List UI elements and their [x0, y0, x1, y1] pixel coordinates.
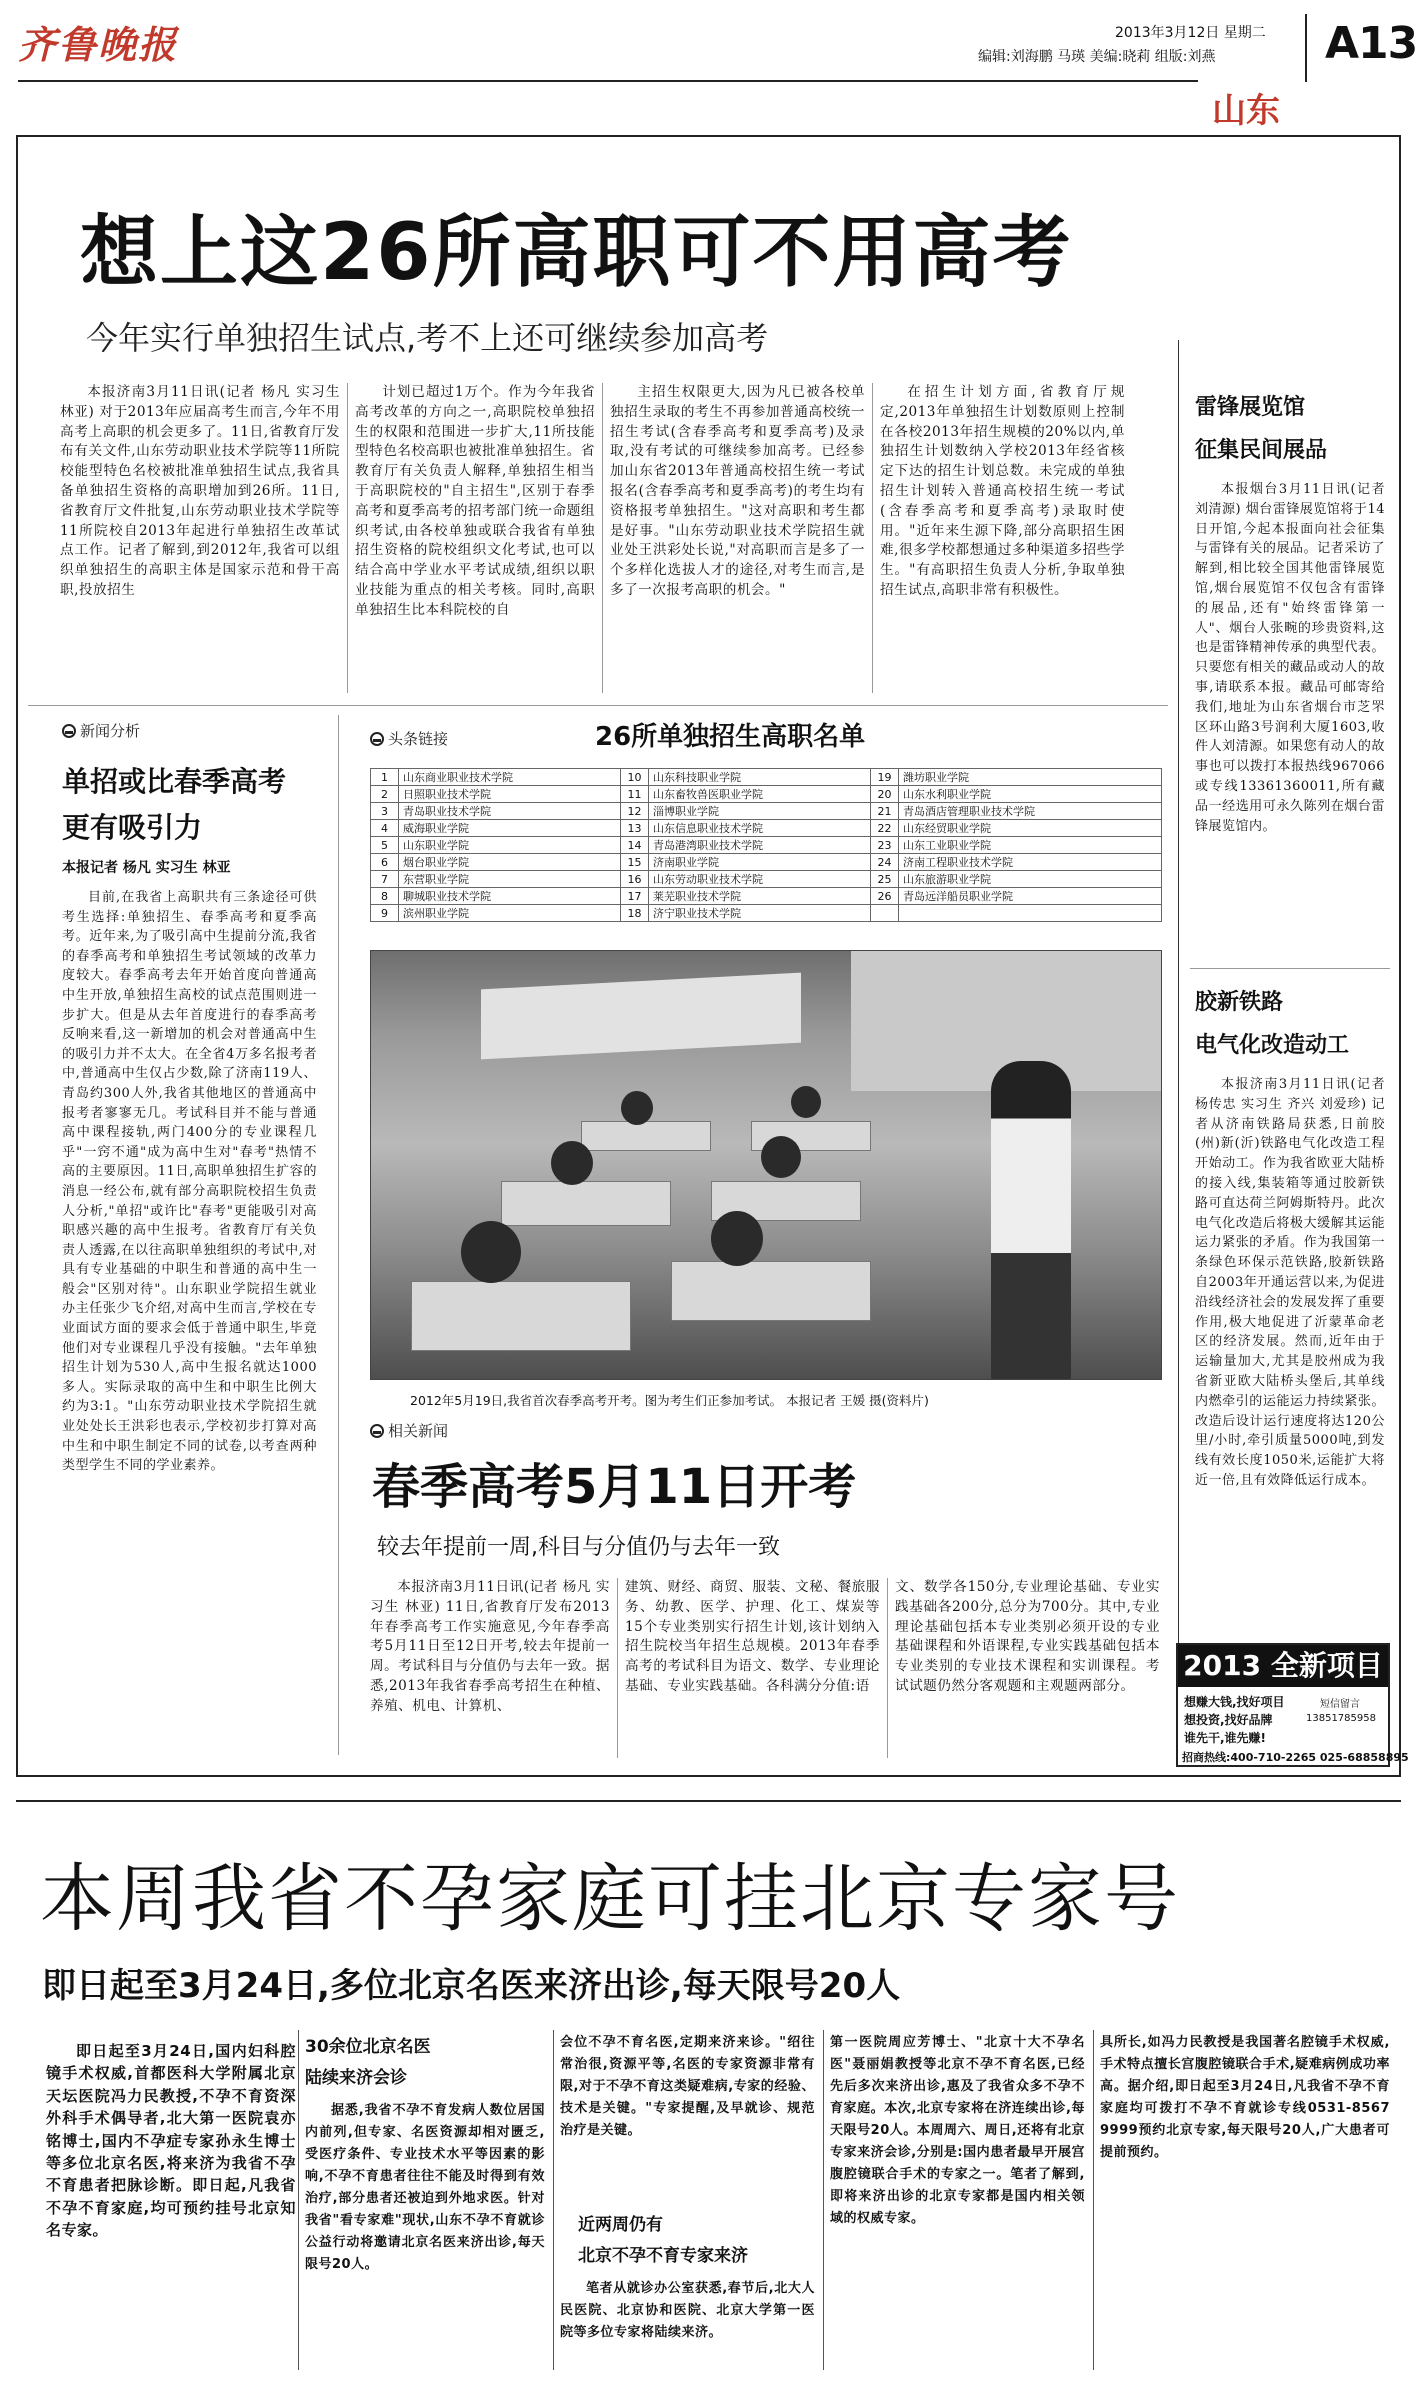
table-row	[371, 854, 1162, 871]
sidebar-rule	[1178, 340, 1179, 1760]
school-number: 22	[870, 820, 898, 837]
school-number: 11	[620, 786, 648, 803]
related-subhead: 较去年提前一周,科目与分值仍与去年一致	[377, 1535, 780, 1560]
ad-line-1: 想赚大钱,找好项目	[1184, 1695, 1285, 1709]
school-number: 10	[620, 769, 648, 786]
list-title: 26所单独招生高职名单	[595, 722, 866, 752]
ad-box	[1176, 1643, 1409, 1767]
photo-banner	[481, 973, 801, 1060]
ad-line-2: 想投资,找好品牌	[1184, 1713, 1273, 1727]
bullet-icon	[370, 1424, 384, 1438]
school-number: 26	[870, 888, 898, 905]
column-rule	[887, 1578, 888, 1758]
sidebar-story1-headline-2: 征集民间展品	[1195, 438, 1328, 463]
section-rule	[28, 705, 1168, 706]
school-name: 济南职业学院	[648, 854, 870, 871]
photo-student	[461, 1221, 521, 1283]
school-name: 滨州职业学院	[399, 905, 621, 922]
school-number: 15	[620, 854, 648, 871]
table-row	[371, 905, 1162, 922]
lead-subhead: 今年实行单独招生试点,考不上还可继续参加高考	[86, 319, 769, 357]
date-line: 2013年3月12日 星期二	[1115, 25, 1266, 41]
photo-student	[791, 1086, 821, 1118]
list-kicker: 头条链接	[370, 728, 448, 749]
photo-desk	[671, 1261, 871, 1321]
lead-column-2: 计划已超过1万个。作为今年我省高考改革的方向之一,高职院校单独招生的权限和范围进一步扩大,11所技能型特色名校高职也被批准单独招生。省教育厅有关负责人解释,单独招生相当于高职院校的"自主招生",区别于春季高考和夏季高考的招考部门统一命题组织考试,由各校单独或联合我省有单独招生资格的院校组织文化考试,也可以结合高中学业水平考试成绩,组织以职业技能为重点的相关考核。同时,高职单独招生比本科院校的自	[355, 384, 595, 618]
page-number: A13	[1325, 18, 1417, 69]
school-name: 莱芜职业技术学院	[648, 888, 870, 905]
school-number: 25	[870, 871, 898, 888]
column-rule	[347, 383, 348, 693]
column-rule	[553, 2030, 554, 2370]
bottom-column-5: 具所长,如冯力民教授是我国著名腔镜手术权威,手术特点擅长宫腹腔镜联合手术,疑难病例成功率高。据介绍,即日起至3月24日,凡我省不孕不育家庭均可拨打不孕不育就诊专线0531-8567 9999预约北京专家,每天限号20人,广大患者可提前预约。	[1100, 2035, 1390, 2160]
bullet-icon	[62, 724, 76, 738]
column-rule	[823, 2030, 824, 2370]
school-number: 5	[371, 837, 399, 854]
school-name: 山东旅游职业学院	[898, 871, 1161, 888]
table-row	[371, 888, 1162, 905]
school-number: 23	[870, 837, 898, 854]
bottom-sub-1: 30余位北京名医	[305, 2037, 431, 2057]
analysis-body: 目前,在我省上高职共有三条途径可供考生选择:单独招生、春季高考和夏季高考。近年来,为了吸引高中生提前分流,我省的春季高考和单独招生考试领域的改革力度较大。春季高考去年开始首度向普通高中生开放,单独招生高校的试点范围则进一步扩大。但是从去年首度进行的春季高考反响来看,这一新增加的机会对普通高中生的吸引力并不太大。在全省4万多名报考者中,普通高中生仅占少数,除了济南119人、青岛约300人外,我省其他地区的普通高中报考者寥寥无几。考试科目并不能与普通高中课程接轨,两门400分的专业课程几乎"一窍不通"成为高中生对"春考"热情不高的主要原因。11日,高职单独招生扩容的消息一经公布,就有部分高职院校招生负责人分析,"单招"或许比"春考"更能吸引对高职感兴趣的高中生报考。省教育厅有关负责人透露,在以往高职单独组织的考试中,对具有专业基础的中职生和普通的高中生一般会"区别对待"。山东职业学院招生就业办主任张少飞介绍,对高中生而言,学校在专业面试方面的要求会低于普通中职生,毕竟他们对专业课程几乎没有接触。"去年单独招生计划为530人,高中生报名就达1000多人。实际录取的高中生和中职生比例大约为3:1。"山东劳动职业技术学院招生就业处处长王洪彩也表示,学校初步打算对高中生和中职生制定不同的试卷,以考查两种类型学生不同的学业素养。	[62, 890, 317, 1474]
column-rule	[338, 715, 339, 1755]
analysis-headline-2: 更有吸引力	[62, 811, 203, 844]
related-column-3: 文、数学各150分,专业理论基础、专业实践基础各200分,总分为700分。其中,专业理论基础包括本专业类别必须开设的专业基础课程和外语课程,专业实践基础包括本专业类别的专业技术课程和实训课程。考试试题仍然分客观题和主观题两部分。	[895, 1579, 1160, 1694]
school-number: 17	[620, 888, 648, 905]
column-rule	[602, 383, 603, 693]
related-headline: 春季高考5月11日开考	[372, 1459, 857, 1515]
school-number: 1	[371, 769, 399, 786]
school-name: 威海职业学院	[399, 820, 621, 837]
exam-photo	[370, 950, 1162, 1380]
school-name: 济南工程职业技术学院	[898, 854, 1161, 871]
bottom-column-4: 第一医院周应芳博士、"北京十大不孕名医"聂丽娟教授等北京不孕不育名医,已经先后多次来济出诊,惠及了我省众多不孕不育家庭。本次,北京专家将在济连续出诊,每天限号20人。本周周六、周日,还将有北京专家来济会诊,分别是:国内患者最早开展宫腹腔镜联合手术的专家之一。笔者了解到,即将来济出诊的北京专家都是国内相关领域的权威专家。	[830, 2035, 1085, 2226]
masthead-bottom-rule	[18, 80, 1198, 82]
school-number: 20	[870, 786, 898, 803]
photo-student	[551, 1141, 593, 1185]
school-number: 21	[870, 803, 898, 820]
photo-teacher	[991, 1061, 1071, 1380]
bullet-icon	[370, 732, 384, 746]
section-name: 山东	[1212, 91, 1280, 131]
masthead-rule	[1305, 14, 1307, 82]
column-rule	[298, 2030, 299, 2370]
table-row	[371, 871, 1162, 888]
school-number: 12	[620, 803, 648, 820]
table-row	[371, 837, 1162, 854]
school-name: 山东科技职业学院	[648, 769, 870, 786]
photo-desk	[581, 1121, 711, 1151]
school-number: 7	[371, 871, 399, 888]
table-row	[371, 803, 1162, 820]
school-number: 6	[371, 854, 399, 871]
table-row	[371, 820, 1162, 837]
sidebar-story2-body: 本报济南3月11日讯(记者 杨传忠 实习生 齐兴 刘爱珍) 记者从济南铁路局获悉,日前胶(州)新(沂)铁路电气化改造工程开始动工。作为我省欧亚大陆桥的接入线,集装箱等通过胶新铁路可直达荷兰阿姆斯特丹。此次电气化改造后将极大缓解其运能运力紧张的矛盾。作为我国第一条绿色环保示范铁路,胶新铁路自2003年开通运营以来,为促进沿线经济社会的发展发挥了重要作用,极大地促进了沂蒙革命老区的经济发展。然而,近年由于运输量加大,尤其是胶州成为我省新亚欧大陆桥头堡后,其单线内燃牵引的运能运力持续紧张。改造后设计运行速度将达120公里/小时,牵引质量5000吨,到发线有效长度1050米,运能扩大将近一倍,且有效降低运行成本。	[1195, 1077, 1385, 1488]
related-column-1: 本报济南3月11日讯(记者 杨凡 实习生 林亚) 11日,省教育厅发布2013年春季高考工作实施意见,今年春季高考5月11日至12日开考,较去年提前一周。考试科目与分值仍与去年一致。据悉,2013年我省春季高考招生在种植、养殖、机电、计算机、	[370, 1579, 610, 1714]
school-name: 青岛港湾职业技术学院	[648, 837, 870, 854]
column-rule	[1093, 2030, 1094, 2370]
school-name: 山东经贸职业学院	[898, 820, 1161, 837]
bottom-sub-2: 陆续来济会诊	[305, 2068, 407, 2088]
school-name: 山东水利职业学院	[898, 786, 1161, 803]
photo-desk	[411, 1281, 631, 1351]
bottom-headline: 本周我省不孕家庭可挂北京专家号	[40, 1856, 1180, 1942]
analysis-kicker: 新闻分析	[62, 720, 140, 741]
school-name: 聊城职业技术学院	[399, 888, 621, 905]
photo-caption: 2012年5月19日,我省首次春季高考开考。图为考生们正参加考试。 本报记者 王媛 摄(资料片)	[410, 1393, 929, 1408]
ad-sms-label: 短信留言	[1320, 1699, 1360, 1710]
school-name: 潍坊职业学院	[898, 769, 1161, 786]
related-column-2: 建筑、财经、商贸、服装、文秘、餐旅服务、幼教、医学、护理、化工、煤炭等15个专业类别实行招生计划,该计划纳入招生院校当年招生总规模。2013年春季高考的考试科目为语文、数学、专业理论基础、专业实践基础。各科满分分值:语	[625, 1579, 880, 1694]
school-name	[898, 905, 1161, 922]
school-number: 3	[371, 803, 399, 820]
school-name: 济宁职业技术学院	[648, 905, 870, 922]
photo-student	[761, 1136, 801, 1178]
school-number: 19	[870, 769, 898, 786]
bottom-sub-4: 北京不孕不育专家来济	[578, 2246, 748, 2266]
lead-column-4: 在招生计划方面,省教育厅规定,2013年单独招生计划数原则上控制在各校2013年招生规模的20%以内,单独招生计划数纳入学校2013年经省核定下达的招生计划总数。未完成的单独招生计划转入普通高校招生统一考试(含春季高考和夏季高考)录取时使用。"近年来生源下降,部分高职招生困难,很多学校都想通过多种渠道多招些学生。"有高职招生负责人分析,争取单独招生试点,高职非常有积极性。	[880, 384, 1125, 598]
school-name: 烟台职业学院	[399, 854, 621, 871]
school-name: 山东劳动职业技术学院	[648, 871, 870, 888]
bottom-sub-3: 近两周仍有	[578, 2215, 663, 2235]
ad-hotline: 招商热线:400-710-2265 025-68858895	[1182, 1751, 1409, 1764]
analysis-headline-1: 单招或比春季高考	[62, 765, 287, 798]
column-rule	[617, 1578, 618, 1758]
sidebar-story1-headline-1: 雷锋展览馆	[1195, 395, 1306, 420]
bottom-column-3: 会位不孕不育名医,定期来济来诊。"绍往常治很,资源平等,名医的专家资源非常有限,对于不孕不育这类疑难病,专家的经验、技术是关键。"专家提醒,及早就诊、规范治疗是关键。	[560, 2035, 815, 2138]
school-name: 青岛职业技术学院	[399, 803, 621, 820]
sidebar-divider	[1190, 968, 1390, 969]
bottom-frame	[16, 1800, 1401, 1802]
school-number: 16	[620, 871, 648, 888]
ad-line-3: 谁先干,谁先赚!	[1184, 1731, 1267, 1745]
school-number: 18	[620, 905, 648, 922]
school-name: 山东商业职业技术学院	[399, 769, 621, 786]
table-row	[371, 786, 1162, 803]
analysis-byline: 本报记者 杨凡 实习生 林亚	[62, 860, 231, 876]
school-name: 山东信息职业技术学院	[648, 820, 870, 837]
schools-table-grid	[370, 768, 1162, 922]
school-number: 8	[371, 888, 399, 905]
bottom-column-3b: 笔者从就诊办公室获悉,春节后,北大人民医院、北京协和医院、北京大学第一医院等多位专家将陆续来济。	[560, 2281, 815, 2340]
school-number: 9	[371, 905, 399, 922]
ad-sms-number: 13851785958	[1306, 1713, 1376, 1724]
newspaper-logo: 齐鲁晚报	[18, 22, 179, 67]
lead-column-3: 主招生权限更大,因为凡已被各校单独招生录取的考生不再参加普通高校统一招生考试(含春季高考和夏季高考)及录取,没有考试的可继续参加高考。已经参加山东省2013年普通高校招生统一考试报名(含春季高考和夏季高考)的考生均有资格报考单独招生。"这对高职和考生都是好事。"山东劳动职业技术学院招生就业处王洪彩处长说,"对高职而言是多了一个多样化选拔人才的途径,对考生而言,是多了一次报考高职的机会。"	[610, 384, 865, 598]
school-number: 24	[870, 854, 898, 871]
sidebar-story1-body: 本报烟台3月11日讯(记者 刘清源) 烟台雷锋展览馆将于14日开馆,今起本报面向社会征集与雷锋有关的展品。记者采访了解到,相比较全国其他雷锋展览馆,烟台展览馆不仅包含有雷锋的展品,还有"始终雷锋第一人"、烟台人张畹的珍贵资料,这也是雷锋精神传承的典型代表。只要您有相关的藏品或动人的故事,请联系本报。藏品可邮寄给我们,地址为山东省烟台市芝罘区环山路3号润利大厦1603,收件人刘清源。如果您有动人的故事也可以拨打本报热线967066或专线13361360011,所有藏品一经选用可永久陈列在烟台雷锋展览馆内。	[1195, 482, 1385, 834]
school-name: 山东畜牧兽医职业学院	[648, 786, 870, 803]
school-number	[870, 905, 898, 922]
lead-headline: 想上这26所高职可不用高考	[80, 208, 1073, 298]
school-name: 日照职业技术学院	[399, 786, 621, 803]
photo-student	[621, 1091, 653, 1125]
related-kicker: 相关新闻	[370, 1420, 448, 1441]
school-name: 青岛远洋船员职业学院	[898, 888, 1161, 905]
school-number: 14	[620, 837, 648, 854]
school-name: 山东工业职业学院	[898, 837, 1161, 854]
school-number: 13	[620, 820, 648, 837]
schools-table	[370, 768, 1162, 922]
photo-desk	[501, 1181, 671, 1226]
school-number: 4	[371, 820, 399, 837]
ad-title: 2013 全新项目	[1178, 1645, 1388, 1687]
editor-line: 编辑:刘海鹏 马瑛 美编:晓莉 组版:刘燕	[978, 49, 1216, 65]
school-name: 东营职业学院	[399, 871, 621, 888]
school-number: 2	[371, 786, 399, 803]
table-row	[371, 769, 1162, 786]
bottom-lead: 即日起至3月24日,国内妇科腔镜手术权威,首都医科大学附属北京天坛医院冯力民教授,不孕不育资深外科手术偶导者,北大第一医院袁亦铭博士,国内不孕症专家孙永生博士等多位北京名医,将来济为我省不孕不育患者把脉诊断。即日起,凡我省不孕不育家庭,均可预约挂号北京知名专家。	[46, 2042, 296, 2240]
photo-student	[711, 1211, 763, 1266]
school-name: 青岛酒店管理职业技术学院	[898, 803, 1161, 820]
school-name: 淄博职业学院	[648, 803, 870, 820]
bottom-column-2: 据悉,我省不孕不育发病人数位居国内前列,但专家、名医资源却相对匮乏,受医疗条件、专业技术水平等因素的影响,不孕不育患者往往不能及时得到有效治疗,部分患者还被迫到外地求医。针对我省"看专家难"现状,山东不孕不育就诊公益行动将邀请北京名医来济出诊,每天限号20人。	[305, 2103, 545, 2272]
school-name: 山东职业学院	[399, 837, 621, 854]
lead-column-1: 本报济南3月11日讯(记者 杨凡 实习生 林亚) 对于2013年应届高考生而言,今年不用高考上高职的机会更多了。11日,省教育厅发布有关文件,山东劳动职业技术学院等11所院校能型特色名校被批准单独招生试点,我省具备单独招生资格的高职增加到26所。11日,省教育厅文件批复,山东劳动职业技术学院等11所院校自2013年起进行单独招生改革试点工作。记者了解到,到2012年,我省可以组织单独招生的高职主体是国家示范和骨干高职,投放招生	[60, 384, 340, 598]
column-rule	[872, 383, 873, 693]
sidebar-story2-headline-2: 电气化改造动工	[1195, 1033, 1350, 1058]
sidebar-story2-headline-1: 胶新铁路	[1195, 990, 1284, 1015]
bottom-subhead: 即日起至3月24日,多位北京名医来济出诊,每天限号20人	[42, 1966, 901, 2006]
